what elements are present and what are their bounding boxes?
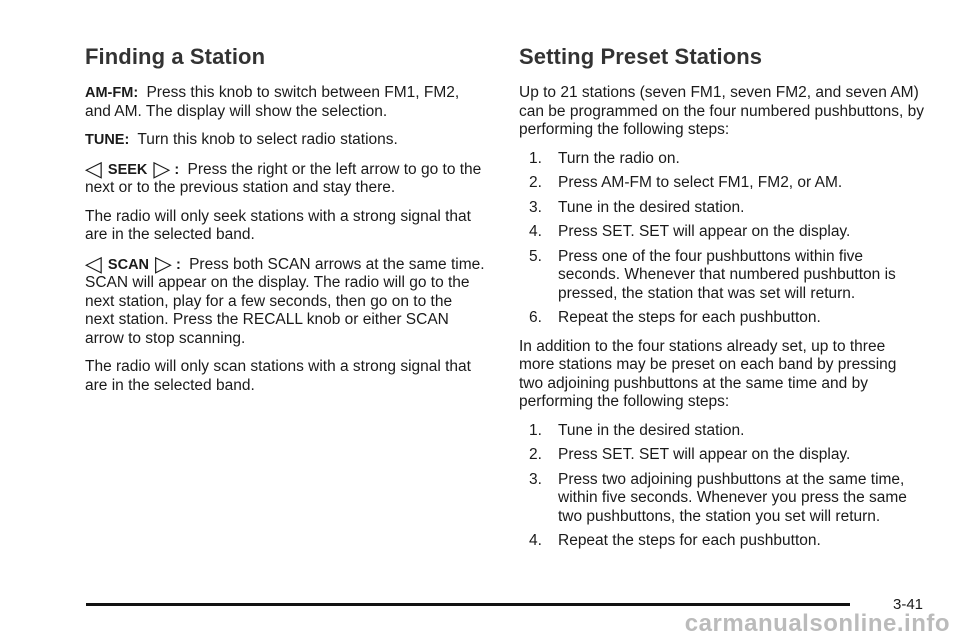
scan-colon: : (175, 256, 181, 273)
list-item: 6. Repeat the steps for each pushbutton. (529, 309, 821, 326)
additional-steps-list (519, 422, 924, 551)
left-arrow-icon: ◁ (85, 250, 102, 276)
list-item: 2. Press AM-FM to select FM1, FM2, or AM. (529, 174, 843, 191)
amfm-term: AM-FM: (85, 85, 139, 101)
amfm-text: Press this knob to switch between FM1, FM2, and AM. The display will show the selection. (85, 84, 460, 120)
tune-term: TUNE: (85, 132, 130, 148)
seek-note: The radio will only seek stations with a strong signal that are in the selected band. (85, 207, 471, 243)
scan-text: Press both SCAN arrows at the same time. SCAN will appear on the display. The radio will go to the next station, play for a few seconds, then go on to the next station. Press the RECALL knob or either SCAN arrow to stop scanning. (85, 255, 485, 347)
right-arrow-icon: ▷ (155, 250, 172, 276)
list-item: 1. Tune in the desired station. (529, 421, 745, 439)
preset-intro: Up to 21 stations (seven FM1, seven FM2, and seven AM) can be programmed on the four numbered pushbuttons, by performing the following steps: (519, 84, 924, 138)
preset-steps-list (519, 150, 924, 328)
list-item: 5. Press one of the four pushbuttons within five seconds. Whenever that numbered pushbutton is pressed, the station that was set will return. (529, 247, 896, 302)
list-item: 1. Turn the radio on. (529, 149, 680, 167)
seek-text: Press the right or the left arrow to go to the next or to the previous station and stay there. (85, 160, 482, 196)
section-heading-finding-station: Finding a Station (85, 44, 266, 69)
list-item: 2. Press SET. SET will appear on the display. (529, 446, 851, 463)
footer-rule (86, 603, 850, 606)
right-arrow-icon: ▷ (153, 155, 171, 181)
scan-paragraph (85, 250, 485, 349)
seek-term: SEEK (107, 161, 148, 178)
tune-paragraph (85, 131, 485, 150)
list-item: 4. Press SET. SET will appear on the display. (529, 223, 851, 240)
additional-presets-paragraph: In addition to the four stations already set, up to three more stations may be preset on each band by pressing two adjoining pushbuttons at the same time and by performing the following steps: (519, 337, 897, 410)
page-number: 3-41 (893, 596, 924, 613)
list-item: 4. Repeat the steps for each pushbutton. (529, 532, 821, 549)
scan-term: SCAN (107, 256, 150, 273)
seek-colon: : (174, 161, 180, 178)
left-arrow-icon: ◁ (85, 155, 102, 181)
seek-paragraph (85, 155, 485, 198)
amfm-paragraph (85, 84, 485, 121)
list-item: 3. Tune in the desired station. (529, 198, 745, 216)
tune-text: Turn this knob to select radio stations. (137, 131, 398, 148)
watermark: carmanualsonline.info (684, 610, 950, 637)
left-column (85, 44, 485, 405)
right-column (519, 44, 924, 561)
section-heading-preset-stations: Setting Preset Stations (519, 44, 763, 69)
list-item: 3. Press two adjoining pushbuttons at the same time, within five seconds. Whenever you press the same two pushbuttons, the station you set will return. (529, 470, 907, 525)
scan-note: The radio will only scan stations with a strong signal that are in the selected band. (85, 358, 471, 394)
